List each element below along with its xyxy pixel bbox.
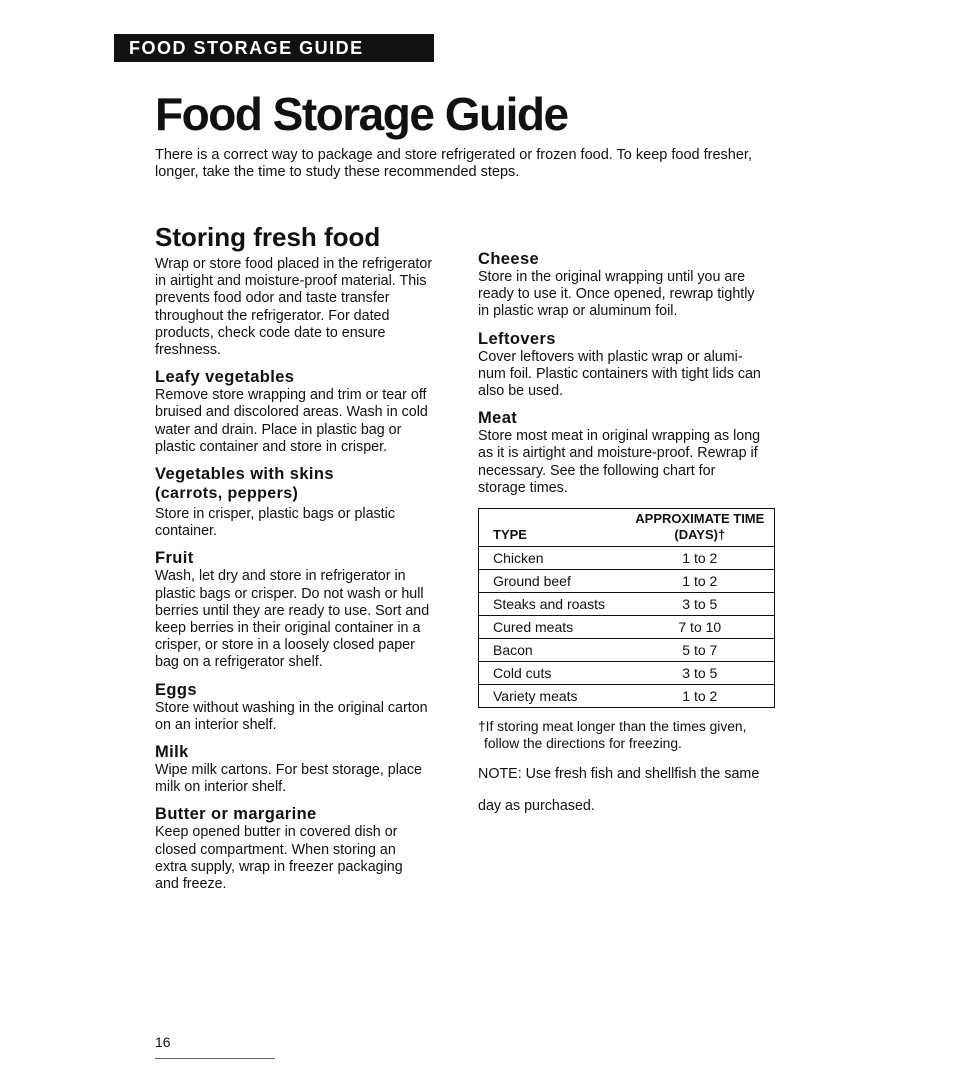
cell-time: 7 to 10 <box>618 616 775 639</box>
footer-rule <box>155 1058 275 1059</box>
text-line: follow the directions for freezing. <box>484 736 682 752</box>
cheese-text <box>478 269 778 321</box>
text-line: products, check code date to ensure <box>155 324 386 341</box>
meat-storage-table <box>478 508 775 708</box>
text-line: freshness. <box>155 342 221 359</box>
text-line: Wipe milk cartons. For best storage, place <box>155 762 422 779</box>
text-line: as it is airtight and moisture-proof. Rewrap if <box>478 445 758 462</box>
cell-type: Cold cuts <box>479 662 618 685</box>
heading-milk: Milk <box>155 743 189 762</box>
text-line: Keep opened butter in covered dish or <box>155 824 398 841</box>
text-line: prevents food odor and taste transfer <box>155 290 390 307</box>
text-line: ready to use it. Once opened, rewrap tightly <box>478 286 755 303</box>
intro-paragraph <box>155 147 795 181</box>
text-line: Remove store wrapping and trim or tear off <box>155 387 427 404</box>
page-number: 16 <box>155 1034 171 1050</box>
column-header-time-line: (DAYS)† <box>674 527 726 543</box>
general-instructions <box>155 256 455 359</box>
table-footnote <box>478 718 778 752</box>
section-banner: FOOD STORAGE GUIDE <box>114 34 434 62</box>
note-fish <box>478 766 778 814</box>
section-title-storing-fresh-food: Storing fresh food <box>155 222 381 252</box>
leftovers-text <box>478 349 778 401</box>
text-line: container. <box>155 523 217 540</box>
intro-line: There is a correct way to package and store refrigerated or frozen food. To keep food fresher, <box>155 147 752 163</box>
text-line: bag on a refrigerator shelf. <box>155 654 323 671</box>
heading-eggs: Eggs <box>155 680 197 699</box>
text-line: berries until they are ready to use. Sort and <box>155 602 430 619</box>
heading-vegetables-with-skins: Vegetables with skins <box>155 465 334 484</box>
text-line: Wrap or store food placed in the refrigerator <box>155 256 433 272</box>
cell-type: Cured meats <box>479 616 618 639</box>
table-row <box>479 639 775 662</box>
eggs-text <box>155 700 455 734</box>
text-line: storage times. <box>478 479 568 496</box>
milk-text <box>155 762 455 796</box>
text-line: closed compartment. When storing an <box>155 841 396 858</box>
table-row <box>479 616 775 639</box>
text-line: bruised and discolored areas. Wash in cold <box>155 404 428 421</box>
text-line: Store in the original wrapping until you are <box>478 269 746 285</box>
heading-cheese: Cheese <box>478 250 540 268</box>
column-header-type: TYPE <box>479 509 618 547</box>
text-line: on an interior shelf. <box>155 716 277 733</box>
text-line: keep berries in their original container in a <box>155 620 421 637</box>
heading-leafy-vegetables: Leafy vegetables <box>155 368 295 387</box>
table-header-row <box>479 509 775 547</box>
intro-line: longer, take the time to study these recommended steps. <box>155 164 520 180</box>
text-line: also be used. <box>478 383 564 400</box>
table-row <box>479 547 775 570</box>
cell-type: Steaks and roasts <box>479 593 618 616</box>
text-line: milk on interior shelf. <box>155 779 287 796</box>
cell-time: 5 to 7 <box>618 639 775 662</box>
text-line: in airtight and moisture-proof material. This <box>155 273 427 290</box>
table-row <box>479 662 775 685</box>
cell-type: Variety meats <box>479 685 618 708</box>
text-line: day as purchased. <box>478 797 595 814</box>
text-line: plastic container and store in crisper. <box>155 438 388 455</box>
right-column <box>478 250 778 829</box>
heading-leftovers: Leftovers <box>478 329 556 348</box>
text-line: Store without washing in the original carton <box>155 699 428 716</box>
text-line: crisper, or store in a loosely closed paper <box>155 637 415 654</box>
table-row <box>479 685 775 708</box>
text-line: †If storing meat longer than the times given, <box>478 719 747 735</box>
table-row <box>479 593 775 616</box>
table-row <box>479 570 775 593</box>
column-header-time-line: APPROXIMATE TIME <box>635 511 765 527</box>
text-line: Cover leftovers with plastic wrap or alumi- <box>478 348 743 365</box>
leafy-vegetables-text <box>155 387 455 456</box>
butter-text <box>155 824 455 893</box>
heading-vegetables-with-skins-sub: (carrots, peppers) <box>155 485 299 503</box>
text-line: Store most meat in original wrapping as long <box>478 428 761 445</box>
text-line: plastic bags or crisper. Do not wash or hull <box>155 585 424 602</box>
cell-type: Bacon <box>479 639 618 662</box>
cell-time: 3 to 5 <box>618 593 775 616</box>
cell-time: 1 to 2 <box>618 570 775 593</box>
text-line: Wash, let dry and store in refrigerator in <box>155 568 406 585</box>
fruit-text <box>155 568 455 671</box>
vegetables-with-skins-text <box>155 506 455 540</box>
cell-time: 1 to 2 <box>618 685 775 708</box>
cell-time: 3 to 5 <box>618 662 775 685</box>
text-line: Store in crisper, plastic bags or plastic <box>155 506 395 523</box>
text-line: num foil. Plastic containers with tight lids can <box>478 365 761 382</box>
text-line: throughout the refrigerator. For dated <box>155 307 390 324</box>
left-column <box>155 222 455 902</box>
text-line: necessary. See the following chart for <box>478 462 716 479</box>
heading-butter-or-margarine: Butter or margarine <box>155 805 317 824</box>
page-title: Food Storage Guide <box>155 88 568 140</box>
text-line: NOTE: Use fresh fish and shellfish the same <box>478 766 760 783</box>
text-line: and freeze. <box>155 876 227 893</box>
column-header-time <box>618 509 775 547</box>
heading-meat: Meat <box>478 409 518 428</box>
text-line: in plastic wrap or aluminum foil. <box>478 303 678 320</box>
meat-text <box>478 428 778 497</box>
cell-type: Chicken <box>479 547 618 570</box>
text-line: water and drain. Place in plastic bag or <box>155 421 402 438</box>
text-line: extra supply, wrap in freezer packaging <box>155 858 403 875</box>
heading-fruit: Fruit <box>155 549 194 568</box>
cell-type: Ground beef <box>479 570 618 593</box>
cell-time: 1 to 2 <box>618 547 775 570</box>
